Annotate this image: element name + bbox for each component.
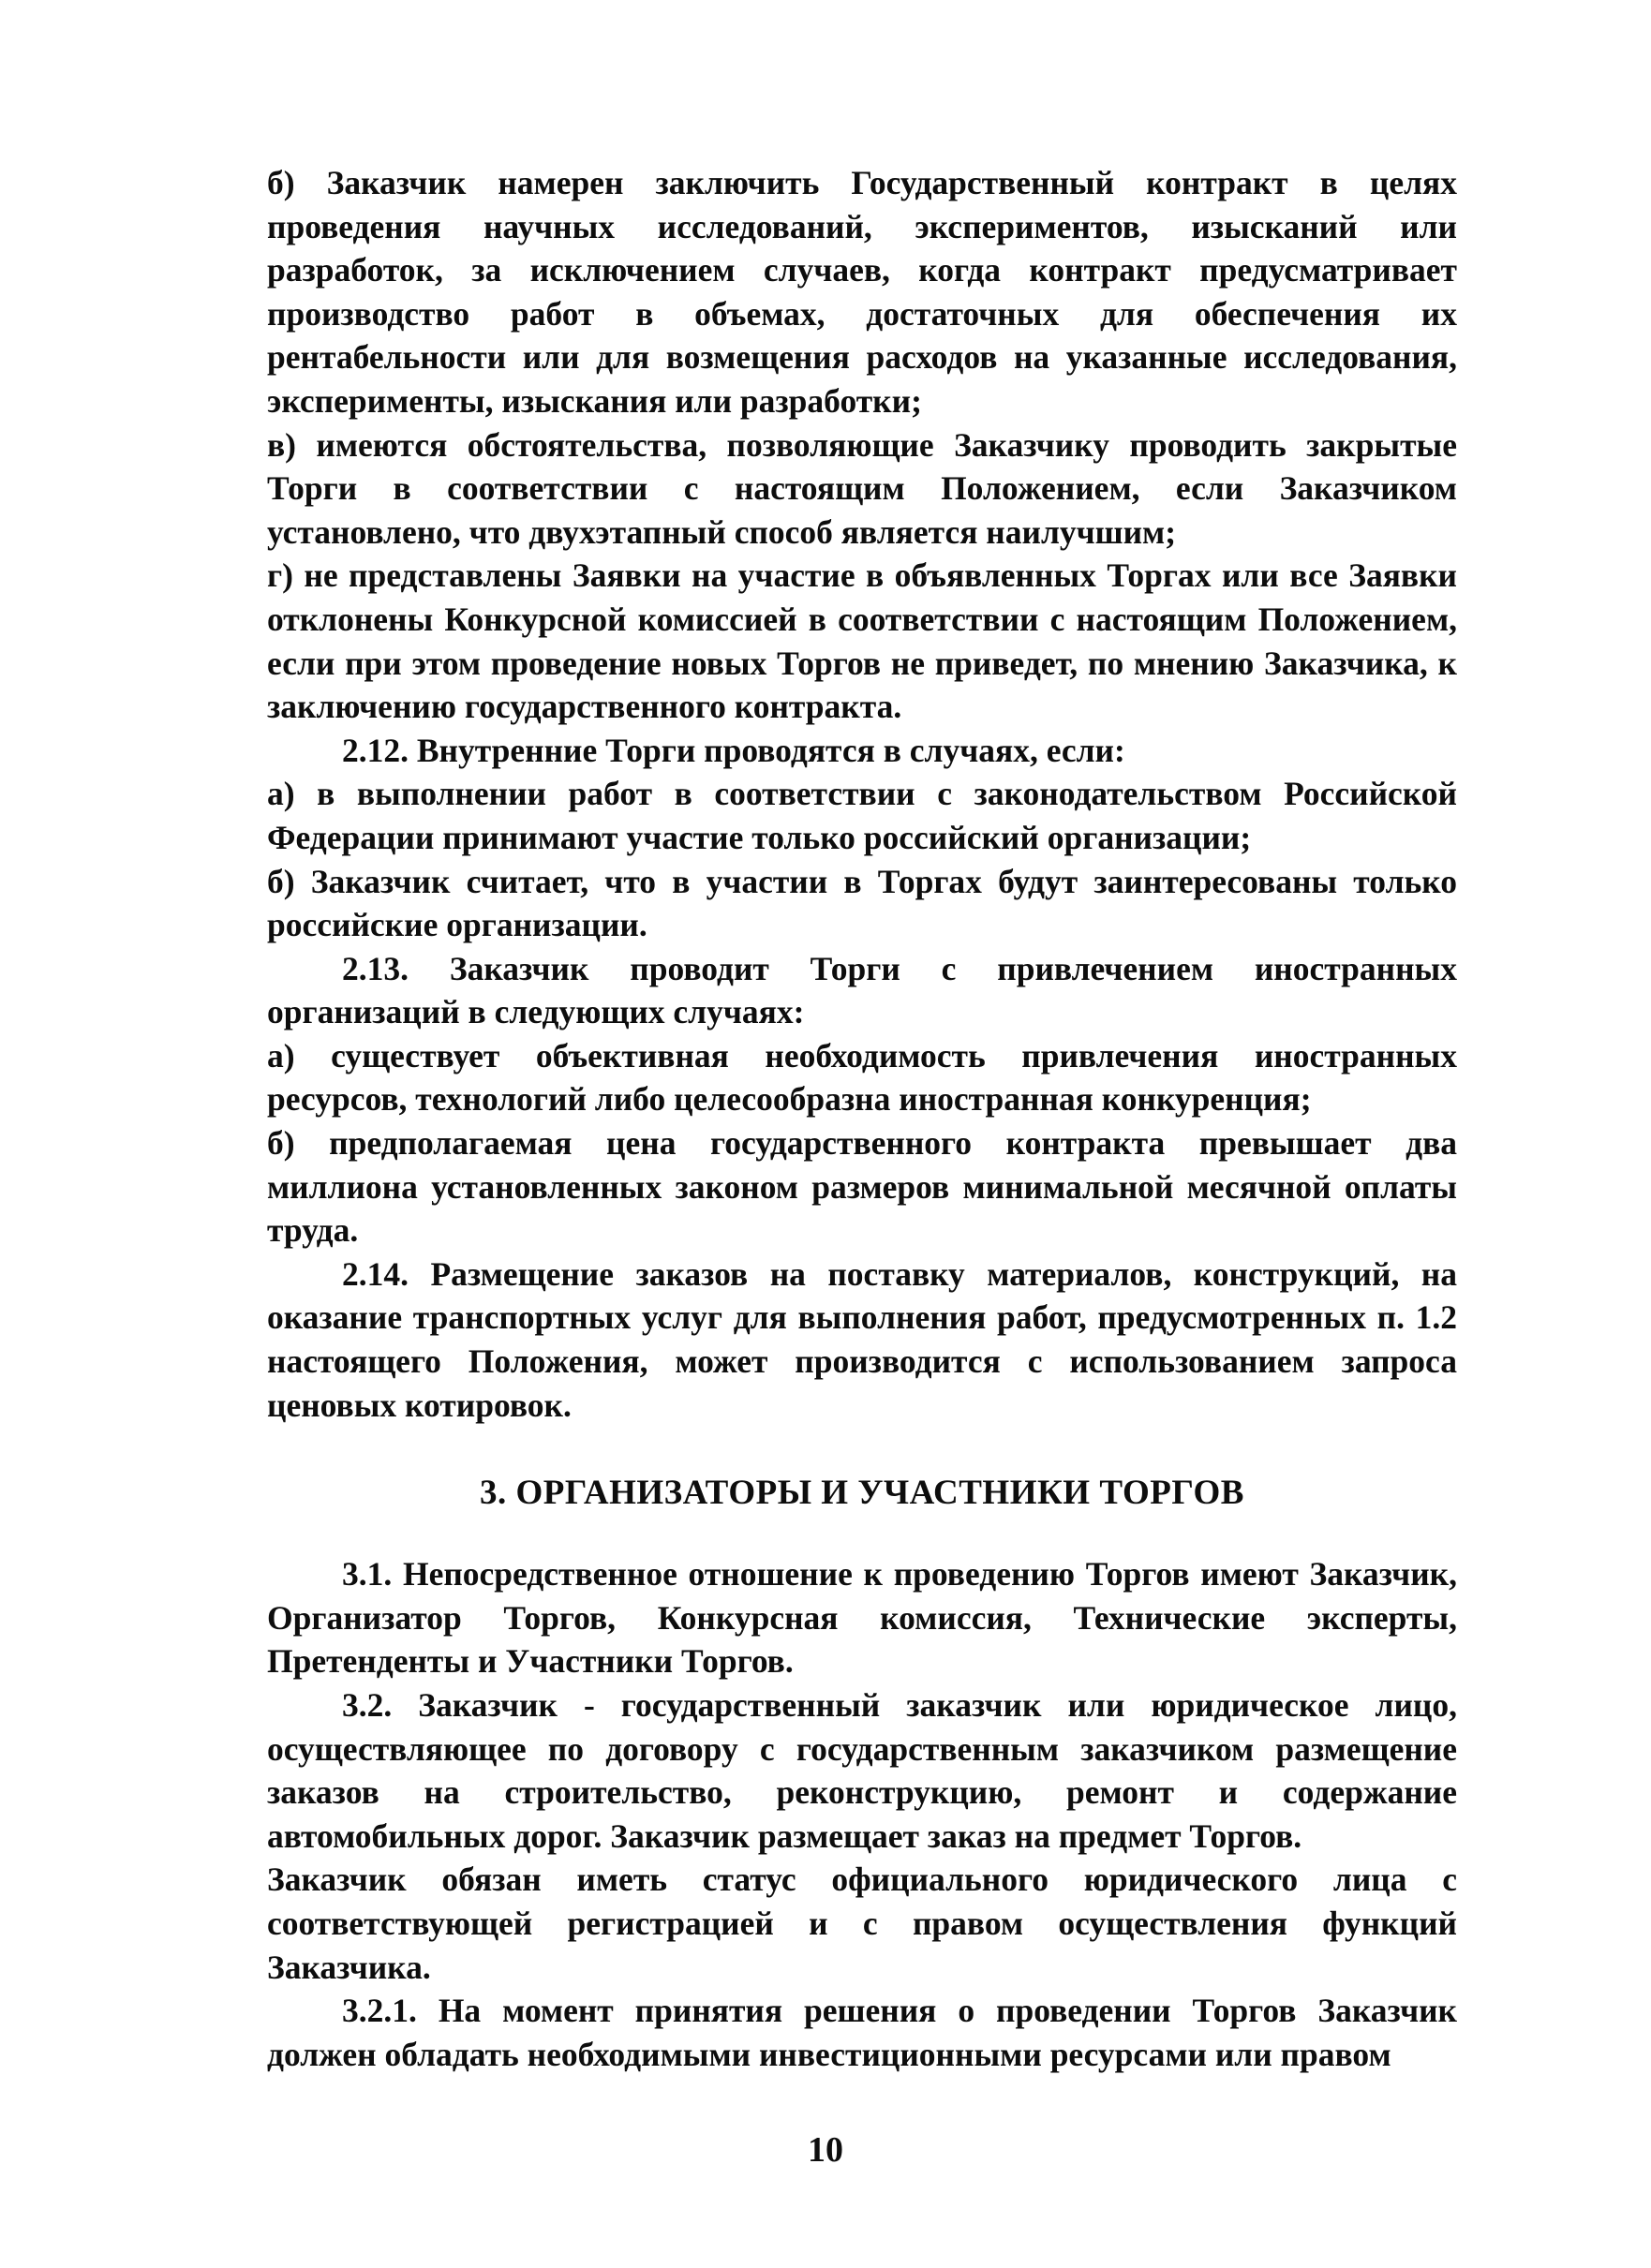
clause-2-13: 2.13. Заказчик проводит Торги с привлечением иностранных организаций в следующих случаях: xyxy=(267,949,1457,1031)
clause-3-2-1: 3.2.1. На момент принятия решения о проведении Торгов Заказчик должен обладать необходимыми инвестиционными ресурсами или правом xyxy=(267,1992,1457,2073)
paragraph-b-research: б) Заказчик намерен заключить Государственный контракт в целях проведения научных исследований, экспериментов, изысканий или разработок, за исключением случаев, когда контракт предусматривает производство работ в объемах, достаточных для обеспечения их рентабельности или для возмещения расходов на указанные исследования, эксперименты, изыскания или разработки; xyxy=(267,164,1457,420)
page-number: 10 xyxy=(808,2130,843,2170)
clause-3-2: 3.2. Заказчик - государственный заказчик или юридическое лицо, осуществляющее по договору с государственным заказчиком размещение заказов на строительство, реконструкцию, ремонт и содержание автомобильных дорог. Заказчик размещает заказ на предмет Торгов. xyxy=(267,1686,1457,1855)
clause-3-1: 3.1. Непосредственное отношение к проведению Торгов имеют Заказчик, Организатор Торгов, Конкурсная комиссия, Технические эксперты, Претенденты и Участники Торгов. xyxy=(267,1555,1457,1681)
clause-2-12-b: б) Заказчик считает, что в участии в Торгах будут заинтересованы только российские организации. xyxy=(267,862,1457,944)
paragraph-v-closed-tenders: в) имеются обстоятельства, позволяющие Заказчику проводить закрытые Торги в соответствии с настоящим Положением, если Заказчиком установлено, что двухэтапный способ является наилучшим; xyxy=(267,425,1457,551)
paragraph-g-no-bids: г) не представлены Заявки на участие в объявленных Торгах или все Заявки отклонены Конкурсной комиссией в соответствии с настоящим Положением, если при этом проведение новых Торгов не приведет, по мнению Заказчика, к заключению государственного контракта. xyxy=(267,556,1457,726)
clause-3-2-status: Заказчик обязан иметь статус официального юридического лица с соответствующей регистрацией и с правом осуществления функций Заказчика. xyxy=(267,1860,1457,1986)
clause-2-13-a: а) существует объективная необходимость привлечения иностранных ресурсов, технологий либо целесообразна иностранная конкуренция; xyxy=(267,1036,1457,1119)
clause-2-13-b: б) предполагаемая цена государственного контракта превышает два миллиона установленных законом размеров минимальной месячной оплаты труда. xyxy=(267,1124,1457,1250)
clause-2-12: 2.12. Внутренние Торги проводятся в случаях, если: xyxy=(342,731,1125,769)
document-page xyxy=(267,161,1457,2076)
clause-2-12-a: а) в выполнении работ в соответствии с законодательством Российской Федерации принимают участие только российский организации; xyxy=(267,775,1457,856)
section-heading: 3. ОРГАНИЗАТОРЫ И УЧАСТНИКИ ТОРГОВ xyxy=(479,1474,1244,1513)
clause-2-14: 2.14. Размещение заказов на поставку материалов, конструкций, на оказание транспортных услуг для выполнения работ, предусмотренных п. 1.2 настоящего Положения, может производится с использованием запроса ценовых котировок. xyxy=(267,1254,1457,1424)
